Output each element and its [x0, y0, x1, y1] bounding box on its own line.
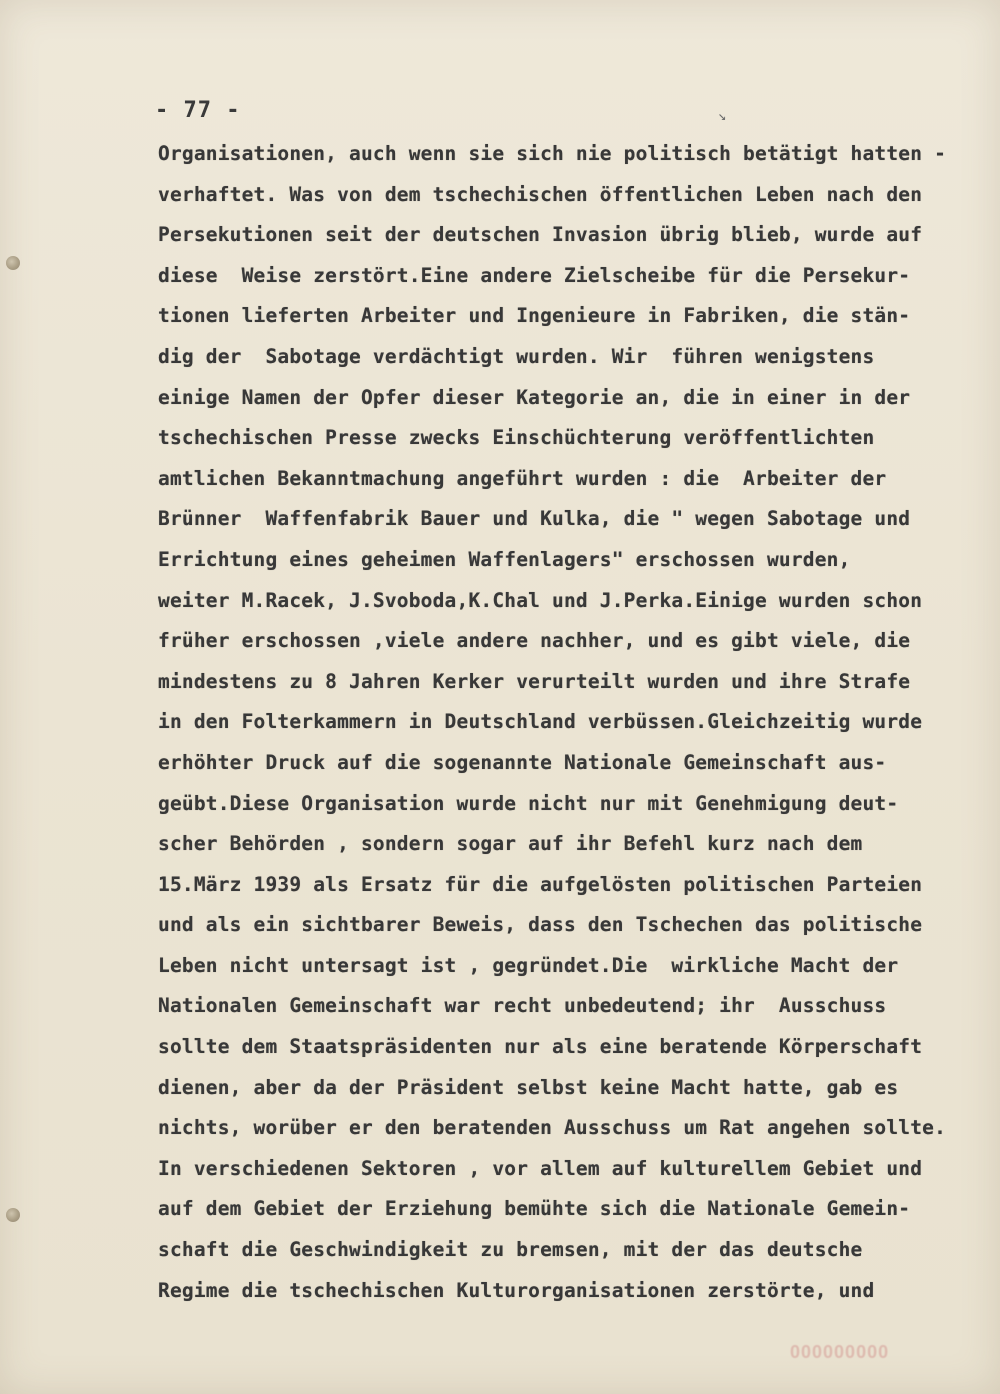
text-line: amtlichen Bekanntmachung angeführt wurden : die Arbeiter der: [158, 466, 887, 490]
punch-hole: [6, 1208, 20, 1222]
text-line: Persekutionen seit der deutschen Invasion übrig blieb, wurde auf: [158, 223, 923, 247]
text-line: mindestens zu 8 Jahren Kerker verurteilt wurden und ihre Strafe: [158, 669, 911, 693]
page-number: - 77 -: [155, 98, 241, 123]
text-line: scher Behörden , sondern sogar auf ihr Befehl kurz nach dem: [158, 832, 863, 856]
text-line: Organisationen, auch wenn sie sich nie politisch betätigt hatten -: [158, 142, 947, 165]
text-line: erhöhter Druck auf die sogenannte Nationale Gemeinschaft aus-: [158, 750, 887, 774]
text-line: Nationalen Gemeinschaft war recht unbedeutend; ihr Ausschuss: [158, 994, 887, 1018]
text-line: In verschiedenen Sektoren , vor allem auf kulturellem Gebiet und: [158, 1156, 923, 1180]
text-line: geübt.Diese Organisation wurde nicht nur mit Genehmigung deut-: [158, 791, 899, 815]
text-line: tionen lieferten Arbeiter und Ingenieure in Fabriken, die stän-: [158, 304, 911, 328]
text-line: früher erschossen ,viele andere nachher, und es gibt viele, die: [158, 629, 911, 653]
text-line: weiter M.Racek, J.Svoboda,K.Chal und J.Perka.Einige wurden schon: [158, 588, 923, 612]
text-line: Brünner Waffenfabrik Bauer und Kulka, die " wegen Sabotage und: [158, 507, 911, 531]
text-line: 15.März 1939 als Ersatz für die aufgelösten politischen Parteien: [158, 872, 923, 896]
text-line: nichts, worüber er den beratenden Ausschuss um Rat angehen sollte.: [158, 1116, 947, 1140]
text-line: und als ein sichtbarer Beweis, dass den Tschechen das politische: [158, 913, 923, 937]
text-line: dig der Sabotage verdächtigt wurden. Wir führen wenigstens: [158, 344, 875, 368]
text-line: auf dem Gebiet der Erziehung bemühte sich die Nationale Gemein-: [158, 1197, 911, 1221]
text-line: einige Namen der Opfer dieser Kategorie an, die in einer in der: [158, 385, 911, 409]
text-line: verhaftet. Was von dem tschechischen öffentlichen Leben nach den: [158, 182, 923, 206]
text-line: Regime die tschechischen Kulturorganisationen zerstörte, und: [158, 1278, 875, 1302]
text-line: dienen, aber da der Präsident selbst keine Macht hatte, gab es: [158, 1075, 899, 1099]
text-line: in den Folterkammern in Deutschland verbüssen.Gleichzeitig wurde: [158, 710, 923, 734]
typed-text-body: [158, 134, 958, 1311]
ink-mark: ↘: [718, 108, 727, 124]
archive-stamp: 000000000: [790, 1342, 890, 1362]
text-line: diese Weise zerstört.Eine andere Zielscheibe für die Persekur-: [158, 263, 911, 287]
text-line: Leben nicht untersagt ist , gegründet.Die wirkliche Macht der: [158, 953, 899, 977]
text-line: schaft die Geschwindigkeit zu bremsen, mit der das deutsche: [158, 1238, 863, 1262]
text-line: tschechischen Presse zwecks Einschüchterung veröffentlichten: [158, 426, 875, 450]
punch-hole: [6, 256, 20, 270]
text-line: sollte dem Staatspräsidenten nur als eine beratende Körperschaft: [158, 1035, 923, 1059]
text-line: Errichtung eines geheimen Waffenlagers" erschossen wurden,: [158, 547, 851, 571]
